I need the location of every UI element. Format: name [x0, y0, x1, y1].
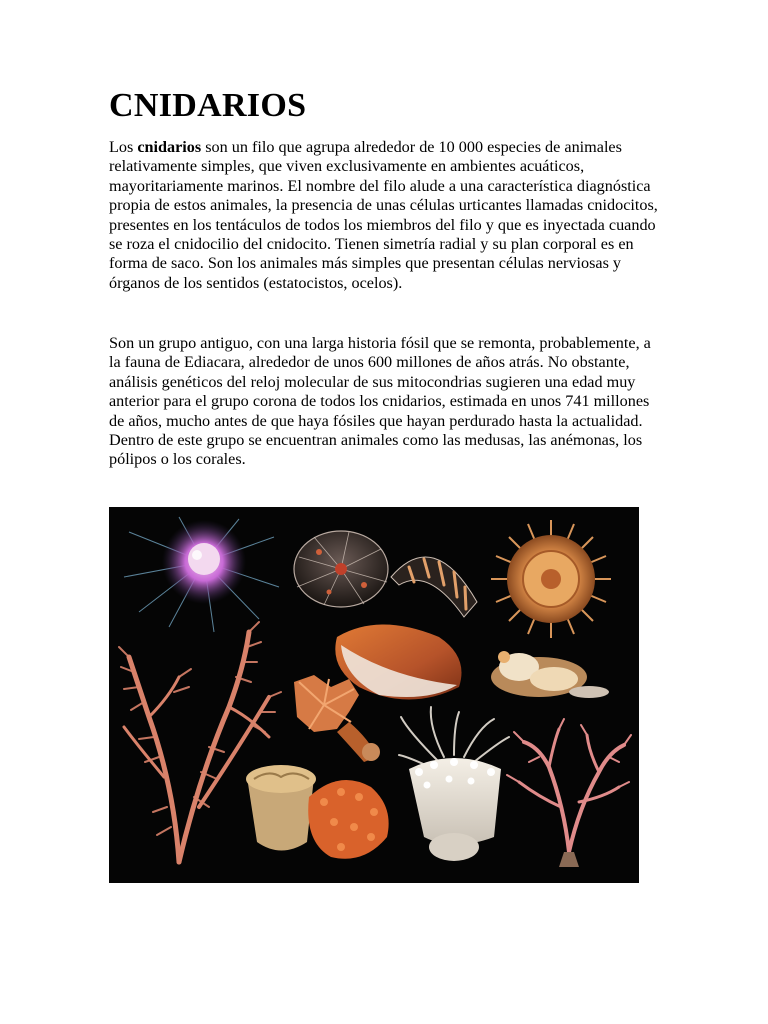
paragraph-intro-body: son un filo que agrupa alrededor de 10 000 especies de animales relativamente simples, que viven exclusivamente en ambientes acuáticos, mayoritariamente marinos. El nombre del filo alude a una característica diagnóstica propia de estos animales, la presencia de unas células urticantes llamadas cnidocitos, presentes en los tentáculos de todos los miembros del filo y que es inyectada cuando se roza el cnidocilio del cnidocito. Tienen simetría radial y su plan corporal es en forma de saco. Son los animales más simples que presentan células nerviosas y órganos de los sentidos (estatocistos, ocelos).	[109, 138, 658, 292]
disc-anemone	[491, 520, 611, 638]
paragraph-intro-lead: Los	[109, 138, 138, 156]
paragraph-history: Son un grupo antiguo, con una larga historia fósil que se remonta, probablemente, a la fauna de Ediacara, alrededor de unos 600 millones de años atrás. No obstante, análisis genéticos del reloj molecular de sus mitocondrias sugieren una edad muy anterior para el grupo corona de todos los cnidarios, estimada en unos 741 millones de años, mucho antes de que haya fósiles que hayan perdurado hasta la actualidad. Dentro de este grupo se encuentran animales como las medusas, las anémonas, los pólipos o los corales.	[109, 334, 651, 469]
cnidarians-photo-collage	[109, 507, 639, 883]
cup-coral	[246, 765, 316, 851]
dome-jellyfish	[294, 531, 388, 607]
page-title: CNIDARIOS	[109, 87, 307, 124]
paragraph-intro	[109, 138, 659, 293]
term-cnidarios: cnidarios	[137, 138, 202, 156]
